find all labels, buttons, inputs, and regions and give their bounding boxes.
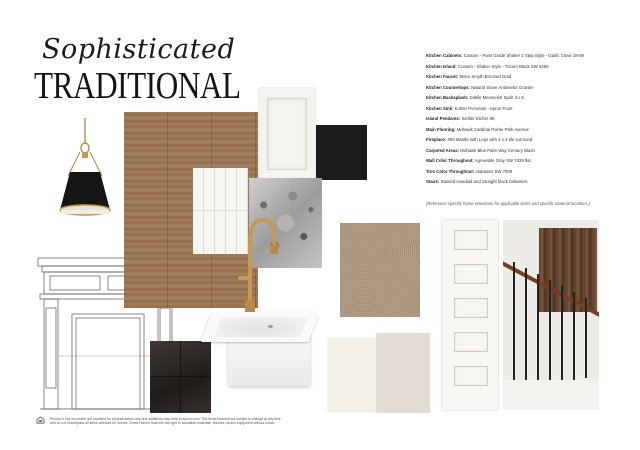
sink-drain: [268, 325, 273, 328]
stair-tread: [503, 380, 599, 410]
interior-door-image: [442, 220, 498, 410]
apron-sink-image: [206, 312, 318, 384]
baluster: [561, 286, 563, 386]
spec-kitchen-cabinets: Kitchen Cabinets: Custom - Paint Grade Shaker 2 Step Style - Garlic Clove 18-09: [426, 53, 584, 58]
spec-carpeted-areas: Carpeted Areas: Mohawk Blue Palm Way Century Blush: [426, 147, 535, 153]
door-panel: [454, 366, 488, 386]
spec-trim-color: Trim Color Throughout: Alabaster SW 7008: [426, 168, 513, 174]
kitchen-faucet-image: [232, 214, 282, 314]
door-panel: [454, 264, 488, 284]
spec-kitchen-sink: Kitchen Sink: Kohler Porcelain - Apron Front: [426, 105, 513, 111]
title-script: Sophisticated: [42, 34, 236, 65]
spec-kitchen-backsplash: Kitchen Backsplash: Daltile Mesmerist Spirit 3 x 6: [426, 95, 524, 100]
island-color-swatch: [316, 125, 367, 180]
spec-kitchen-faucet: Kitchen Faucet: Moen Smyth Bronzed Gold: [426, 74, 512, 79]
fireplace-tile-swatch: [150, 341, 211, 413]
spec-kitchen-island: Kitchen Island: Custom - Shaker Style - Tricorn Black SW 6258: [426, 63, 549, 69]
equal-housing-opportunity-icon: [36, 416, 45, 424]
door-panel: [454, 298, 488, 318]
door-panel: [454, 230, 488, 250]
baluster: [513, 262, 515, 382]
page-title: TRADITIONAL: [34, 65, 241, 107]
spec-main-flooring: Main Flooring: Mohawk Cardinal Pointe Park Avenue: [426, 126, 529, 132]
spec-wall-color: Wall Color Throughout: Agreeable Gray SW 7029 flat: [426, 158, 531, 163]
disclaimer-text: [50, 417, 310, 426]
baluster: [573, 292, 575, 382]
pendant-light-image: [52, 118, 122, 228]
carpet-swatch: [340, 223, 420, 317]
spec-fireplace: Fireplace: #59 Mantle with Legs with 4 x 4 tile surround: [426, 137, 533, 142]
cabinet-door-swatch: [259, 88, 315, 180]
selections-list: [426, 51, 631, 188]
stairs-photo: [503, 220, 599, 410]
spec-kitchen-countertops: Kitchen Countertops: Natural Stone Antoinette Granite: [426, 84, 533, 90]
spec-island-pendants: Island Pendants: Kichler Etcher 8K: [426, 116, 495, 121]
wall-color-swatch: [376, 333, 430, 413]
door-panel: [454, 332, 488, 352]
baluster: [537, 274, 539, 394]
spec-stairs: Stairs: Stained Handrail and Straight black ballusters: [426, 179, 528, 184]
disclaimer-line: Photos in this document are provided for representation only and variations may exist in actual color. The items featured are subject to change at any time: [50, 417, 281, 421]
sink-basin: [214, 317, 307, 337]
disclaimer-line: and do not encompass all items selected for homes. Drees Homes reserves the right to substitute materials, finishes, and/or equipment without notice.: [50, 421, 276, 426]
baluster: [549, 280, 551, 390]
trim-color-swatch: [328, 338, 376, 412]
baluster: [585, 298, 587, 378]
baluster: [525, 268, 527, 388]
selections-note: (Reference specific home selections for applicable items and specific material locations.): [426, 201, 591, 206]
